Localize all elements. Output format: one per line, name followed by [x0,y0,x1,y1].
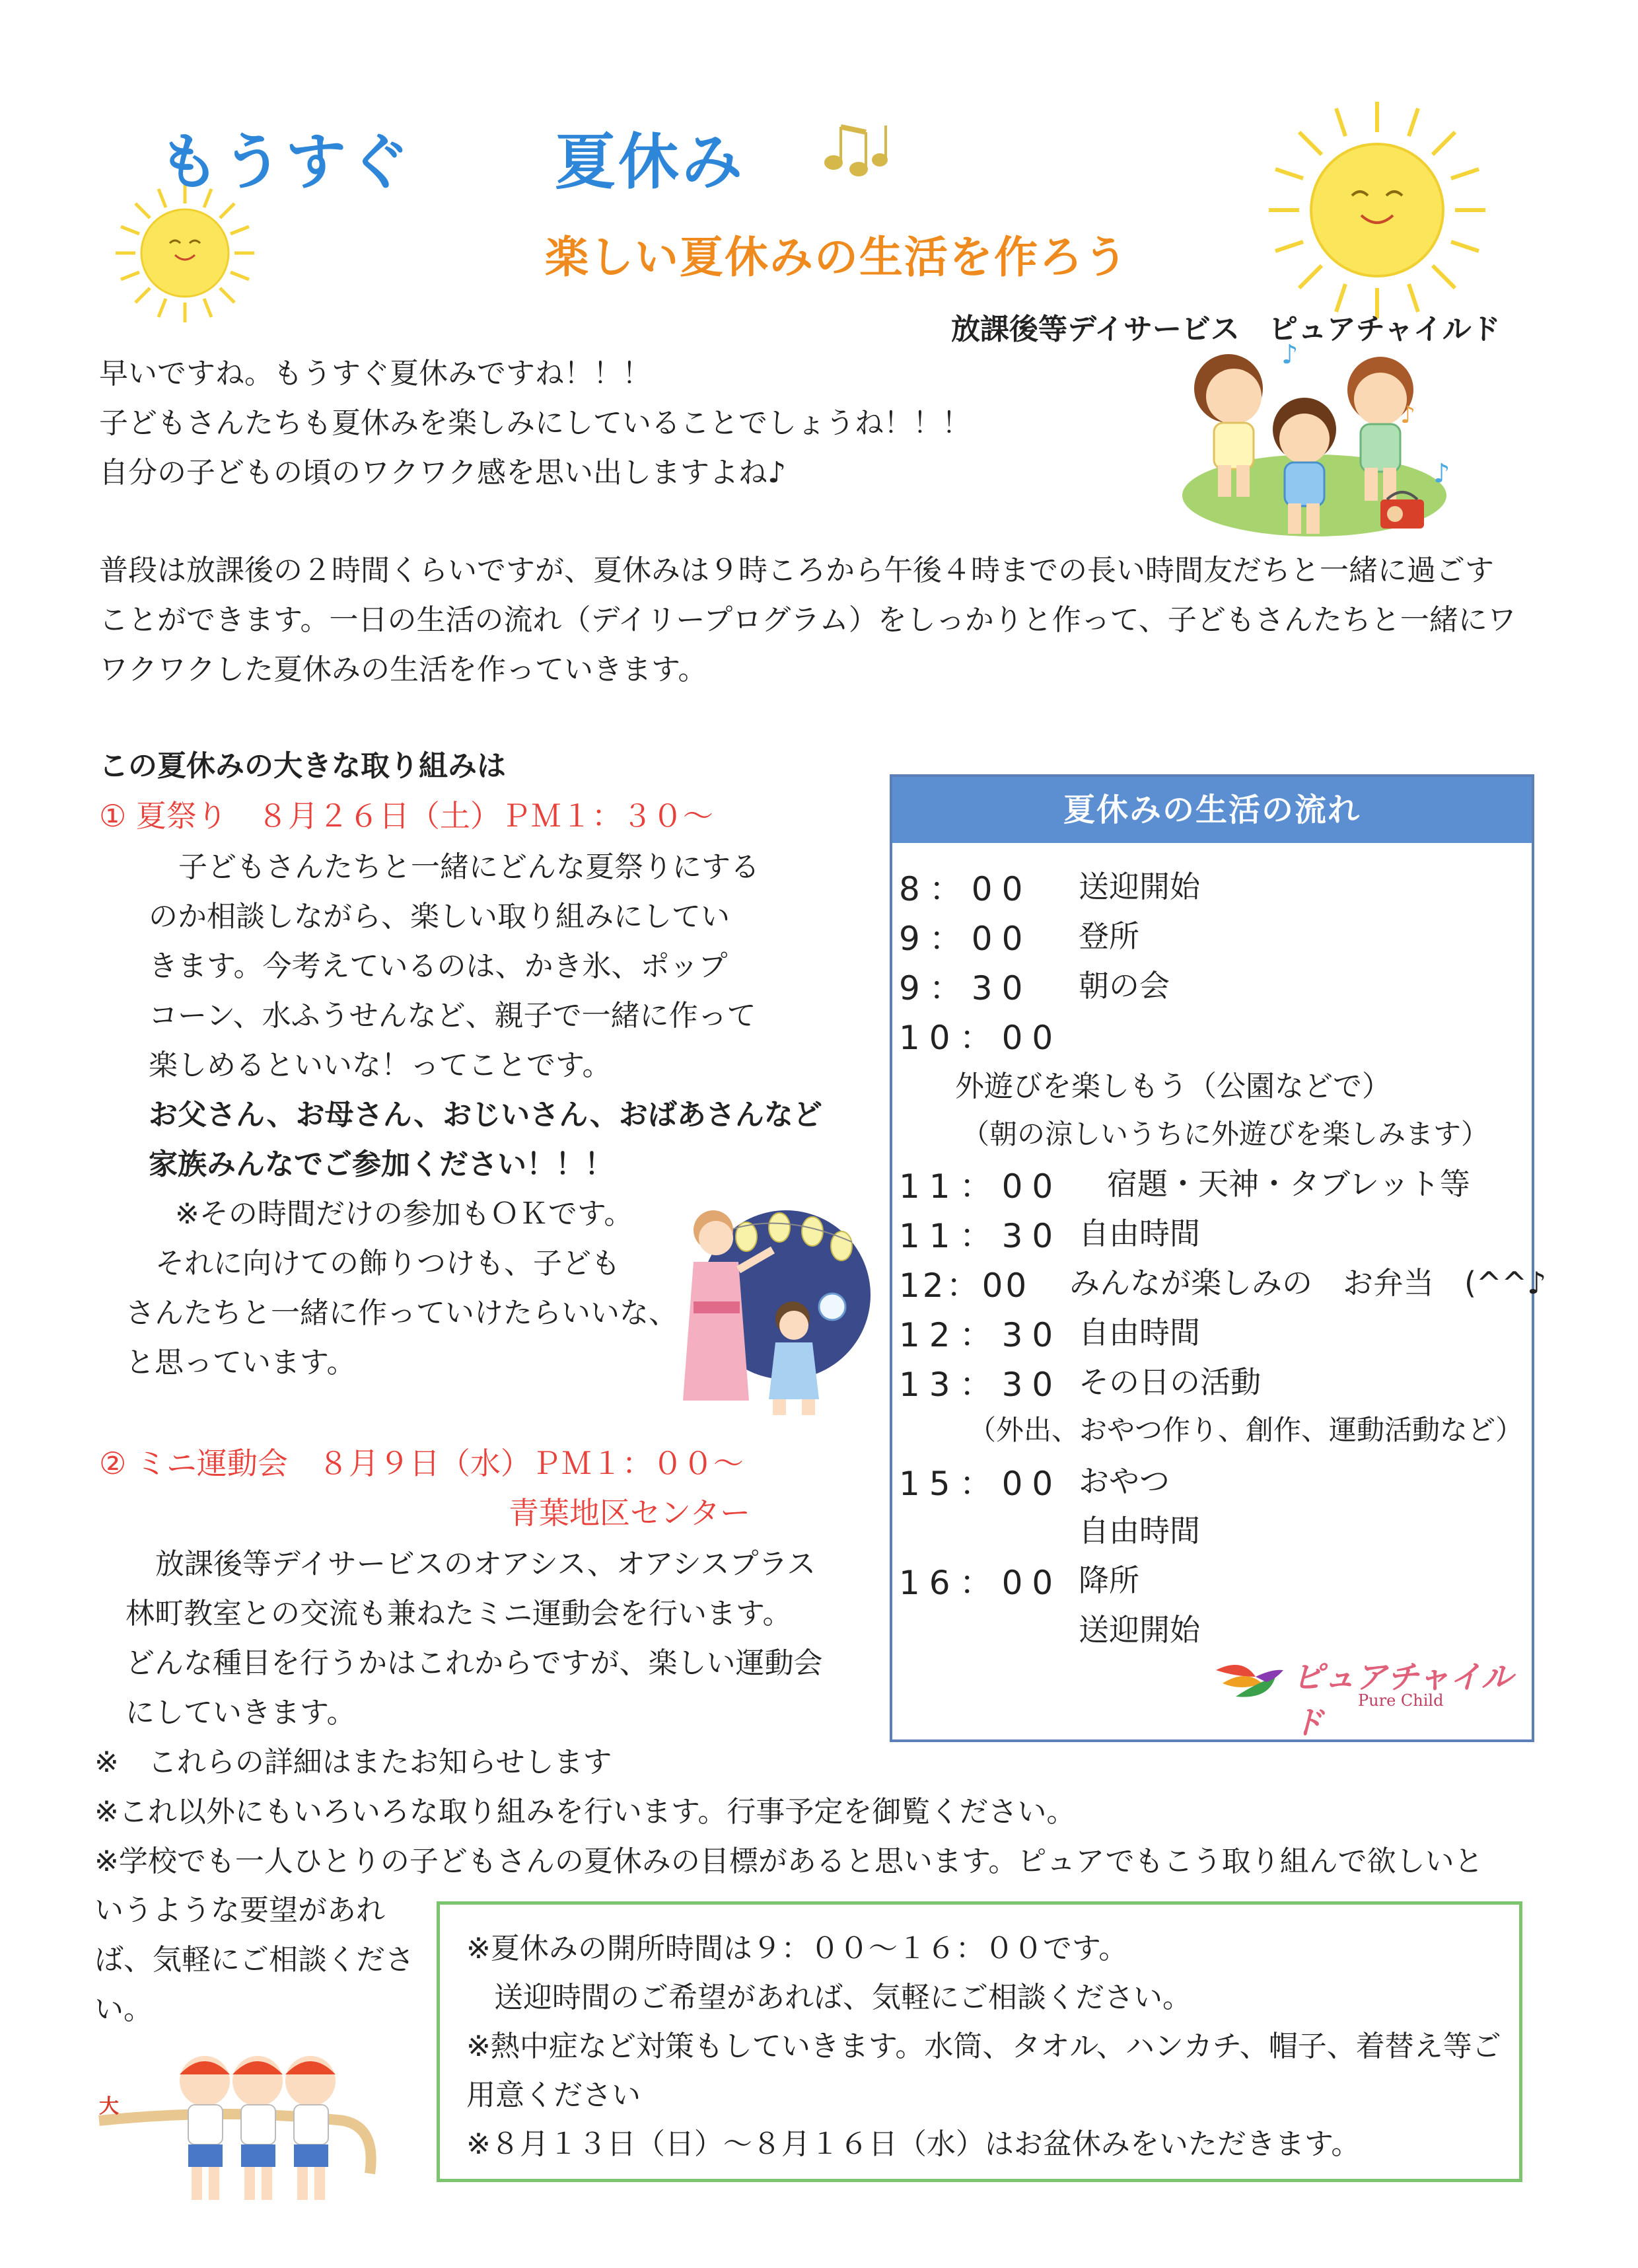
note-line: ※学校でも一人ひとりの子どもさんの夏休みの目標があると思います。ピュアでもこう取り組んで欲しいと [94,1845,1483,1878]
activity-1-line: 楽しめるといいな！ってことです。 [149,1048,612,1082]
schedule-note: （朝の涼しいうちに外遊びを楽しみます） [962,1118,1489,1150]
activity-1-line: きます。今考えているのは、かき氷、ポップ [149,949,728,983]
notice-line: 用意ください [466,2078,641,2112]
svg-text:♪: ♪ [1433,458,1450,489]
pure-child-logo [1209,1648,1513,1741]
summary-line: 普段は放課後の２時間くらいですが、夏休みは９時ころから午後４時までの長い時間友だちと一緒に過ごす [99,554,1494,587]
activity-2-line: にしていきます。 [125,1696,356,1730]
summary-section [99,546,1516,694]
schedule-time: 12：30 [899,1316,1063,1354]
notes-section [94,1738,1483,1886]
schedule-note: 外遊びを楽しもう（公園などで） [955,1070,1391,1103]
music-notes-icon [819,111,892,184]
activity-2-body [125,1539,823,1738]
schedule-activity: みんなが楽しみの お弁当 (^^♪ [1069,1265,1547,1301]
schedule-activity: その日の活動 [1079,1364,1261,1400]
svg-text:大: 大 [99,2095,119,2118]
summer-festival-illustration [667,1189,872,1420]
schedule-title: 夏休みの生活の流れ [892,777,1532,843]
bird-logo-icon [1209,1650,1289,1710]
notice-box [437,1901,1522,2182]
schedule-time: 9：00 [899,920,1032,958]
activity-2-title: ② ミニ運動会 ８月９日（水）ＰＭ１：００～ [99,1445,744,1481]
activity-1-note: と思っています。 [125,1346,356,1379]
schedule-activity: おやつ [1079,1463,1170,1499]
note-side-line: いうような要望があれ [94,1893,385,1927]
schedule-time: 9：30 [899,969,1032,1007]
children-dancing-illustration [1162,330,1466,555]
activity-1-note: さんたちと一緒に作っていけたらいいな、 [125,1296,678,1330]
note-side-line: い。 [94,1993,153,2026]
note-line: ※ これらの詳細はまたお知らせします [94,1745,612,1779]
title-right: 夏休み [555,127,746,198]
schedule-time: 11：00 [899,1167,1063,1206]
notice-line: ※夏休みの開所時間は９：００～１６：００です。 [466,1932,1128,1965]
schedule-activity: 宿題・天神・タブレット等 [1107,1166,1470,1202]
intro-line: 早いですね。もうすぐ夏休みですね！！！ [99,357,651,390]
activity-1-notes [125,1189,678,1387]
intro-section [99,349,971,497]
logo-subtext: Pure Child [1358,1691,1444,1710]
summary-line: ことができます。一日の生活の流れ（デイリープログラム）をしっかりと作って、子どもさんたちと一緒にワ [99,603,1516,637]
schedule-time: 10：00 [899,1019,1063,1057]
schedule-time: 15：00 [899,1465,1063,1503]
activity-2-line: 林町教室との交流も兼ねたミニ運動会を行います。 [125,1597,792,1630]
intro-line: 子どもさんたちも夏休みを楽しみにしていることでしょうね！！！ [99,406,971,440]
schedule-activity: 降所 [1079,1562,1139,1598]
schedule-note: （外出、おやつ作り、創作、運動活動など） [968,1414,1524,1446]
schedule-time: 13：30 [899,1366,1063,1404]
schedule-activity: 自由時間 [1079,1216,1200,1251]
notice-line: ※８月１３日（日）～８月１６日（水）はお盆休みをいただきます。 [466,2127,1361,2161]
activity-1-note: それに向けての飾りつけも、子ども [155,1247,620,1280]
sun-large-icon [1265,98,1489,322]
activity-2-line: どんな種目を行うかはこれからですが、楽しい運動会 [125,1646,823,1680]
schedule-time: 16：00 [899,1564,1063,1602]
schedule-activity: 朝の会 [1079,968,1170,1004]
notes-side [94,1885,414,2034]
schedule-activity: 登所 [1079,918,1139,954]
schedule-time: 8：00 [899,870,1032,908]
schedule-note: 自由時間 [1079,1513,1200,1549]
activity-1-note: ※その時間だけの参加もＯＫです。 [175,1197,633,1231]
activity-1-line: のか相談しながら、楽しい取り組みにしてい [149,900,730,933]
note-line: ※これ以外にもいろいろな取り組みを行います。行事予定を御覧ください。 [94,1795,1076,1829]
schedule-activity: 送迎開始 [1079,869,1200,904]
schedule-activity: 自由時間 [1079,1315,1200,1350]
organization-name: 放課後等デイサービス ピュアチャイルド [951,312,1501,346]
activity-1-body [149,842,822,1189]
activity-2-line: 放課後等デイサービスのオアシス、オアシスプラス [155,1547,816,1581]
notice-line: 送迎時間のご希望があれば、気軽にご相談ください。 [494,1981,1192,2014]
schedule-note: 送迎開始 [1079,1612,1200,1648]
tug-of-war-illustration [92,2041,383,2220]
intro-line: 自分の子どもの頃のワクワク感を思い出しますよね♪ [99,456,787,490]
summary-line: ワクワクした夏休みの生活を作っていきます。 [99,653,707,686]
activity-1-title: ① 夏祭り ８月２６日（土）ＰＭ１：３０～ [99,798,713,834]
schedule-time: 12：00 [899,1266,1030,1305]
header [0,0,1638,370]
logo-text: ピュアチャイルド [1292,1659,1513,1741]
title-left: もうすぐ [159,127,413,198]
activities-heading: この夏休みの大きな取り組みは [99,749,506,783]
activity-2-place: 青葉地区センター [509,1495,751,1531]
svg-text:♪: ♪ [1400,402,1415,429]
subtitle: 楽しい夏休みの生活を作ろう [545,232,1129,283]
activity-1-line: 子どもさんたちと一緒にどんな夏祭りにする [178,850,760,884]
schedule-time: 11：30 [899,1217,1063,1255]
svg-text:♪: ♪ [1281,340,1299,370]
notice-line: ※熱中症など対策もしていきます。水筒、タオル、ハンカチ、帽子、着替え等ご [466,2030,1501,2063]
note-side-line: ば、気軽にご相談くださ [94,1943,414,1977]
activity-1-line: コーン、水ふうせんなど、親子で一緒に作って [149,999,756,1033]
activity-1-bold-line: お父さん、お母さん、おじいさん、おばあさんなど [149,1098,822,1132]
activity-1-bold-line: 家族みんなでご参加ください！！！ [149,1148,614,1181]
schedule-panel [890,774,1547,1742]
